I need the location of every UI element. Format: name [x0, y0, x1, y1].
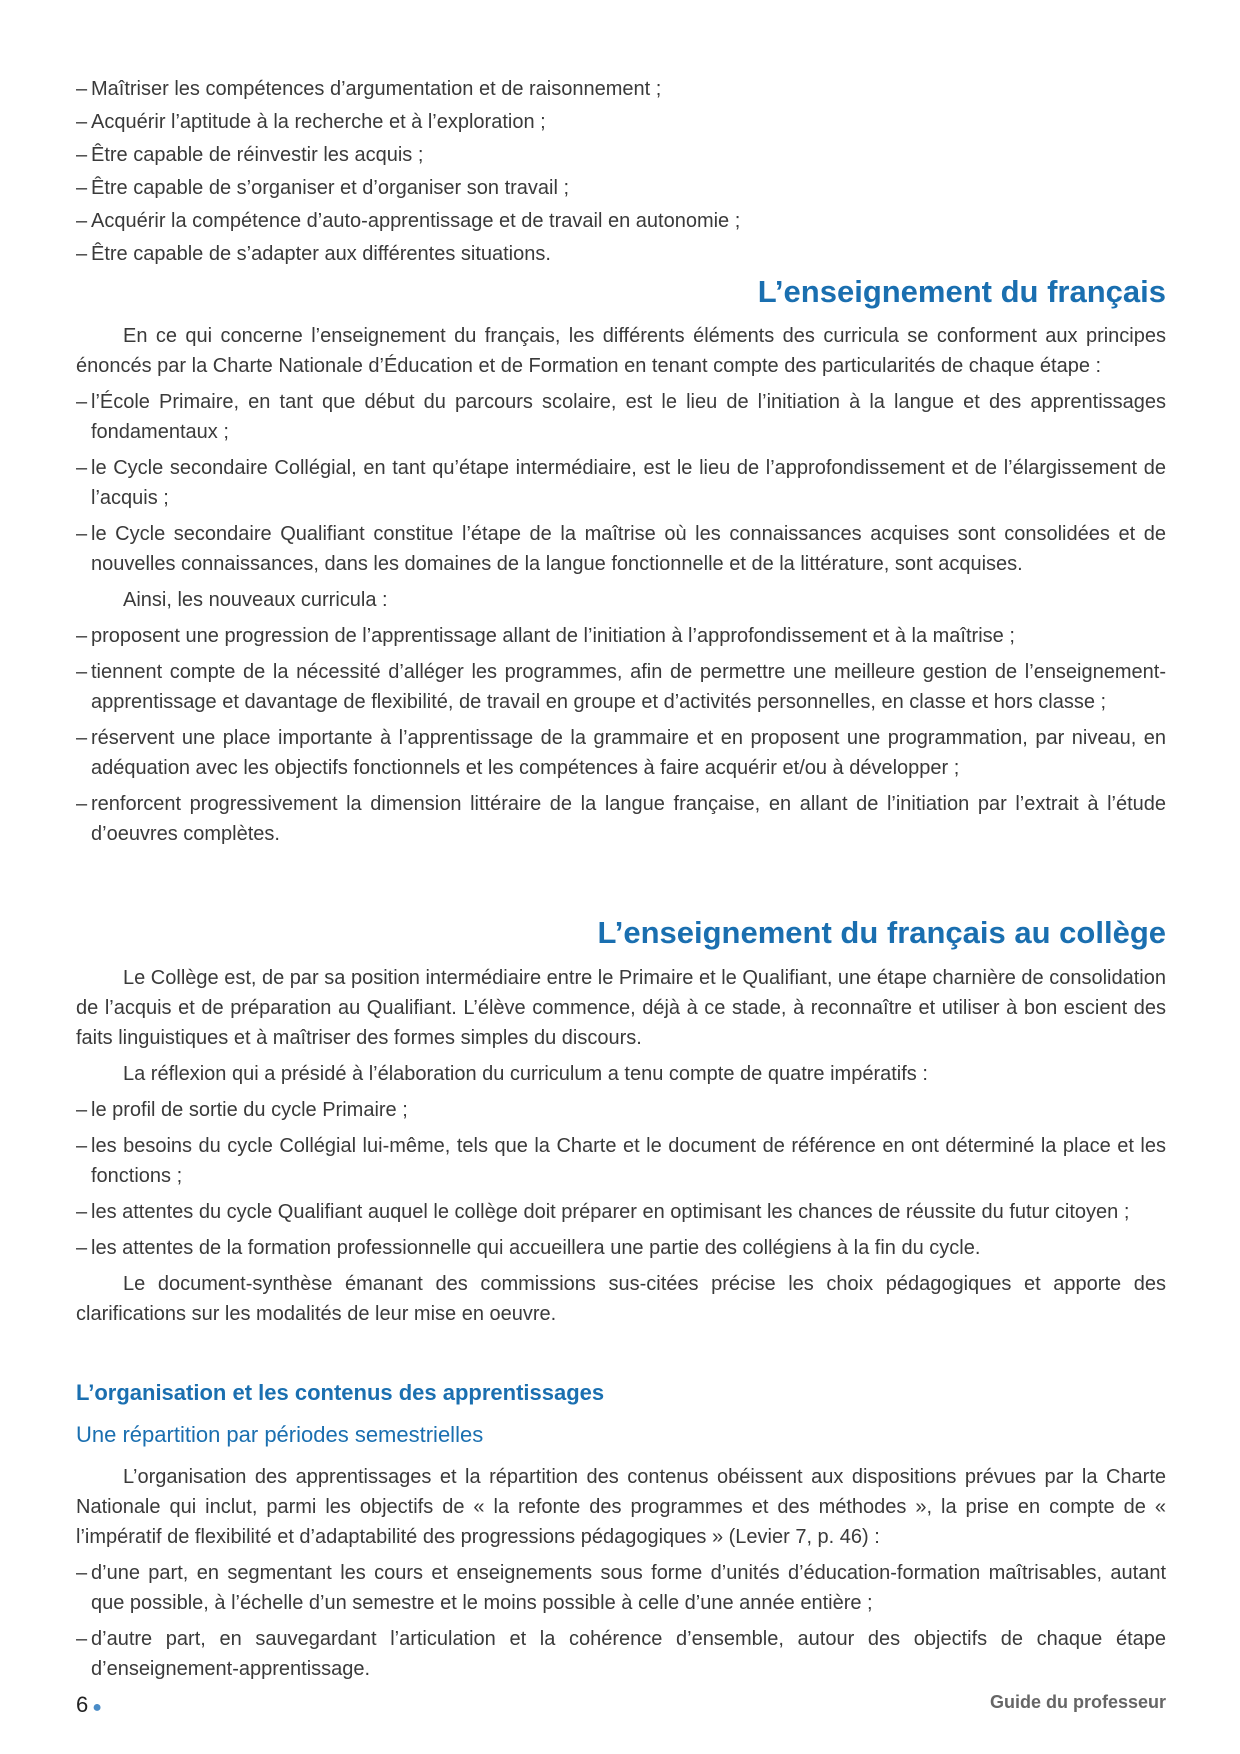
paragraph: En ce qui concerne l’enseignement du français, les différents éléments des curricula se conforment aux principes énoncés par la Charte Nationale d’Éducation et de Formation en tenant compte des particularités de chaque étape :: [76, 325, 1166, 377]
list-item: – tiennent compte de la nécessité d’alléger les programmes, afin de permettre une meilleure gestion de l’enseignement-apprentissage et davantage de flexibilité, de travail en groupe et d’activités personnelles, en classe et hors classe ;: [76, 657, 1166, 717]
paragraph: Ainsi, les nouveaux curricula :: [123, 589, 388, 611]
subsection-subheading: Une répartition par périodes semestrielles: [76, 1422, 484, 1447]
section-body: [76, 963, 1166, 1329]
subsection-heading: L’organisation et les contenus des apprentissages: [76, 1380, 605, 1405]
list-item: – proposent une progression de l’apprentissage allant de l’initiation à l’approfondissement et à la maîtrise ;: [76, 621, 1166, 651]
section-heading: L’enseignement du français au collège: [597, 915, 1166, 950]
list-item: – les attentes du cycle Qualifiant auquel le collège doit préparer en optimisant les chances de réussite du futur citoyen ;: [76, 1197, 1166, 1227]
list-item: – Être capable de s’organiser et d’organiser son travail ;: [76, 172, 1166, 205]
footer-title: Guide du professeur: [989, 1692, 1166, 1712]
list-item: – les besoins du cycle Collégial lui-même, tels que la Charte et le document de référence en ont déterminé la place et les fonctions ;: [76, 1131, 1166, 1191]
list-item: – d’une part, en segmentant les cours et enseignements sous forme d’unités d’éducation-formation maîtrisables, autant que possible, à l’échelle d’un semestre et le moins possible à celle d’une année entière ;: [76, 1558, 1166, 1618]
section-body: [76, 1462, 1166, 1684]
list-item: – le profil de sortie du cycle Primaire ;: [76, 1095, 1166, 1125]
list-item: – Acquérir l’aptitude à la recherche et à l’exploration ;: [76, 106, 1166, 139]
list-item: – Maîtriser les compétences d’argumentation et de raisonnement ;: [76, 73, 1166, 106]
paragraph: La réflexion qui a présidé à l’élaboration du curriculum a tenu compte de quatre impératifs :: [123, 1063, 928, 1085]
list-item: – d’autre part, en sauvegardant l’articulation et la cohérence d’ensemble, autour des objectifs de chaque étape d’enseignement-apprentissage.: [76, 1624, 1166, 1684]
list-item: – l’École Primaire, en tant que début du parcours scolaire, est le lieu de l’initiation à la langue et des apprentissages fondamentaux ;: [76, 387, 1166, 447]
page-number-text: 6: [76, 1692, 89, 1717]
list-item: – Être capable de s’adapter aux différentes situations.: [76, 238, 1166, 271]
list-item: – renforcent progressivement la dimension littéraire de la langue française, en allant de l’initiation par l’extrait à l’étude d’oeuvres complètes.: [76, 789, 1166, 849]
list-item: – le Cycle secondaire Collégial, en tant qu’étape intermédiaire, est le lieu de l’approfondissement et de l’élargissement de l’acquis ;: [76, 453, 1166, 513]
objectives-list: [76, 73, 1166, 271]
section-body: [76, 321, 1166, 849]
list-item: – les attentes de la formation professionnelle qui accueillera une partie des collégiens à la fin du cycle.: [76, 1233, 1166, 1263]
paragraph: Le Collège est, de par sa position intermédiaire entre le Primaire et le Qualifiant, une étape charnière de consolidation de l’acquis et de préparation au Qualifiant. L’élève commence, déjà à ce stade, à reconnaître et utiliser à bon escient des faits linguistiques et à maîtriser des formes simples du discours.: [76, 967, 1166, 1049]
paragraph: Le document-synthèse émanant des commissions sus-citées précise les choix pédagogiques et apporte des clarifications sur les modalités de leur mise en oeuvre.: [76, 1273, 1166, 1325]
list-item: – réservent une place importante à l’apprentissage de la grammaire et en proposent une programmation, par niveau, en adéquation avec les objectifs fonctionnels et les compétences à faire acquérir et/ou à développer ;: [76, 723, 1166, 783]
list-item: – Être capable de réinvestir les acquis ;: [76, 139, 1166, 172]
paragraph: L’organisation des apprentissages et la répartition des contenus obéissent aux dispositions prévues par la Charte Nationale qui inclut, parmi les objectifs de « la refonte des programmes et des méthodes », la prise en compte de « l’impératif de flexibilité et d’adaptabilité des progressions pédagogiques » (Levier 7, p. 46) :: [76, 1466, 1166, 1548]
list-item: – le Cycle secondaire Qualifiant constitue l’étape de la maîtrise où les connaissances acquises sont consolidées et de nouvelles connaissances, dans les domaines de la langue fonctionnelle et de la littérature, sont acquises.: [76, 519, 1166, 579]
bullet-dot-icon: ●: [92, 1699, 102, 1716]
list-item: – Acquérir la compétence d’auto-apprentissage et de travail en autonomie ;: [76, 205, 1166, 238]
section-heading: L’enseignement du français: [757, 274, 1166, 309]
page-number: [76, 1692, 102, 1718]
